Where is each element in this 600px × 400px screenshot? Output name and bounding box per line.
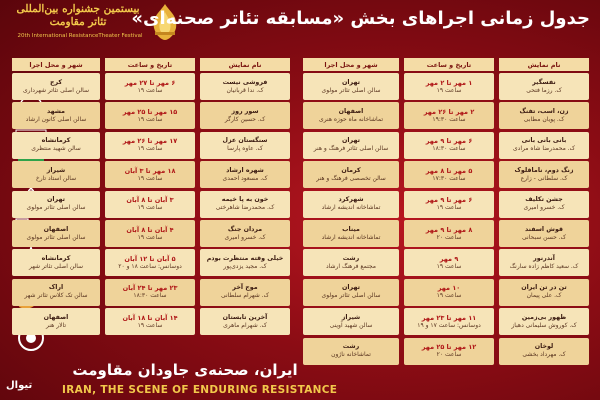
show-director: ک. مسعود احمدی — [222, 174, 268, 182]
show-venue: مجتمع فرهنگ ارشاد — [326, 262, 376, 270]
left-group-date-cell — [105, 249, 195, 276]
show-venue: سالن شهید منتظری — [31, 145, 81, 153]
left-group-date-cell — [105, 102, 195, 129]
left-group-date-cell — [105, 161, 195, 188]
show-director: ک. شهرام سلطانی — [221, 292, 270, 300]
show-venue: سالن تخصصی فرهنگ و هنر — [316, 174, 386, 182]
show-venue: تماشاخانه اندیشه ارشاد — [321, 233, 381, 241]
right-group-date-cell — [404, 249, 494, 276]
right-group-city-cell — [303, 73, 399, 100]
left-group-date-cell — [105, 132, 195, 159]
left-group-city-cell — [12, 73, 100, 100]
show-time: ساعت ۲۰ — [436, 233, 462, 241]
right-group-date-cell — [404, 161, 494, 188]
show-venue: سالن استاد تارخ — [35, 174, 77, 182]
show-venue: سالن اصلی تئاتر مولوی — [26, 204, 86, 212]
left-group-city-cell — [12, 220, 100, 247]
show-director: ک. سعید کاظم زاده سارنگ — [509, 262, 579, 270]
show-director: ک. محمدرضا شاهرختی — [215, 204, 275, 212]
show-time: ساعت ۱۸:۳۰ — [133, 292, 167, 300]
show-director: ک. حسین کارگر — [224, 115, 266, 123]
right-group-city-cell — [303, 220, 399, 247]
show-time: ساعت ۱۹ — [436, 86, 462, 94]
show-time: ساعت ۱۹ — [137, 145, 163, 153]
show-director: ک. محمدرضا شاه مرادی — [512, 145, 576, 153]
slogan-english: IRAN, THE SCENE OF ENDURING RESISTANCE — [62, 384, 338, 396]
right-col-city-header: شهر و محل اجرا — [303, 58, 399, 71]
festival-title: بیستمین جشنواره بین‌المللی تئاتر مقاومت — [16, 3, 140, 28]
show-date: ۱۱ مهر تا ۲۳ مهر — [421, 313, 477, 322]
left-group-date-cell — [105, 308, 195, 335]
show-venue: تالار هنر — [46, 321, 67, 329]
show-city: رشت — [342, 254, 360, 262]
right-group-date-cell — [404, 132, 494, 159]
left-group-city-cell — [12, 279, 100, 306]
left-col-city-header: شهر و محل اجرا — [12, 58, 100, 71]
show-city: تهران — [47, 196, 65, 204]
show-title: فروشی نیست — [222, 78, 268, 86]
show-date: ۵ آبان تا ۱۲ آبان — [124, 254, 176, 263]
show-time: ساعت ۱۹ — [137, 233, 163, 241]
show-title: آخرین تابستان — [222, 313, 268, 321]
show-time: ساعت ۲۰ — [436, 351, 462, 359]
show-date: ۸ مهر تا ۹ مهر — [425, 225, 473, 234]
right-group-date-cell — [404, 308, 494, 335]
show-title: خون به پا خیمه — [221, 196, 269, 204]
show-city: شیراز — [46, 166, 66, 174]
right-group-city-cell — [303, 279, 399, 306]
show-venue: سالن اصلی تئاتر فرهنگ و هنر — [313, 145, 389, 153]
show-time: ساعت ۱۹ — [436, 204, 462, 212]
right-group-name-cell — [499, 102, 589, 129]
show-venue: سالن اصلی تئاتر مولوی — [321, 86, 381, 94]
left-group-name-cell — [200, 73, 290, 100]
show-date: ۶ مهر تا ۹ مهر — [425, 196, 473, 205]
show-city: میناب — [342, 225, 360, 233]
show-title: موج آخر — [232, 284, 258, 292]
left-group-name-cell — [200, 220, 290, 247]
show-date: ۱۵ مهر تا ۲۵ مهر — [122, 107, 178, 116]
show-title: سنگستان عزل — [222, 137, 268, 145]
show-time: دوسانس: ساعت ۱۷ و ۱۹ — [417, 321, 481, 329]
right-group-city-cell — [303, 132, 399, 159]
left-col-name-header: نام نمایش — [200, 58, 290, 71]
show-time: ساعت ۱۹ — [137, 174, 163, 182]
show-venue: تماشاخانه اندیشه ارشاد — [321, 204, 381, 212]
show-time: ساعت ۱۹ — [137, 86, 163, 94]
left-group-date-cell — [105, 73, 195, 100]
show-title: قوش اسفند — [524, 225, 564, 233]
show-director: ک. ندا قربانیان — [226, 86, 264, 94]
left-group-city-cell — [12, 308, 100, 335]
show-date: ۱۴ آبان تا ۱۸ آبان — [122, 313, 178, 322]
show-title: بانی بانی بانی — [521, 137, 567, 145]
show-city: کرمان — [341, 166, 361, 174]
show-date: ۱۲ مهر تا ۲۵ مهر — [421, 343, 477, 352]
show-date: ۲۳ مهر تا ۲۴ آبان — [122, 284, 178, 293]
show-title: سور روز — [231, 107, 259, 115]
left-group-city-cell — [12, 132, 100, 159]
show-director: ک. پویان مطابی — [523, 115, 565, 123]
show-director: ک. رزما فتحی — [526, 86, 562, 94]
show-time: ساعت ۱۷:۳۰ — [432, 174, 466, 182]
show-date: ۱۷ مهر تا ۲۶ مهر — [122, 137, 178, 146]
show-date: ۱۸ مهر تا ۳ آبان — [124, 166, 176, 175]
right-group-name-cell — [499, 279, 589, 306]
left-group-name-cell — [200, 161, 290, 188]
show-title: زنگ دوم، ناماقلوک — [514, 166, 574, 174]
show-title: ظهور بی‌زمین — [521, 313, 567, 321]
show-date: ۱ مهر تا ۲ مهر — [425, 78, 473, 87]
show-city: اراک — [48, 284, 64, 292]
show-date: ۶ مهر تا ۲۷ مهر — [124, 78, 176, 87]
tiwall-watermark: تیوال — [6, 380, 33, 391]
show-venue: تماشاخانه ناژون — [331, 351, 371, 359]
left-group-city-cell — [12, 161, 100, 188]
show-title: تن در تن ایران — [521, 284, 567, 292]
right-group-name-cell — [499, 220, 589, 247]
show-title: خیلی وقته منتظرت بودم — [206, 254, 284, 262]
show-title: نفسگیر — [532, 78, 556, 86]
right-group-city-cell — [303, 249, 399, 276]
show-city: تهران — [342, 137, 360, 145]
show-venue: سالن اصلی کانون ارشاد — [25, 115, 87, 123]
page-title: جدول زمانی اجراهای بخش «مسابقه تئاتر صحنه‌ای» — [131, 8, 590, 29]
show-time: ساعت ۱۹ — [436, 262, 462, 270]
left-group-city-cell — [12, 249, 100, 276]
left-group-name-cell — [200, 132, 290, 159]
right-group-date-cell — [404, 338, 494, 365]
right-group-city-cell — [303, 102, 399, 129]
show-city: رشت — [342, 343, 360, 351]
left-col-date-header: تاریخ و ساعت — [105, 58, 195, 71]
show-director: ک. حسن سبحانی — [522, 233, 566, 241]
show-city: کرج — [49, 78, 63, 86]
right-group-date-cell — [404, 191, 494, 218]
show-date: ۵ مهر تا ۸ مهر — [425, 166, 473, 175]
right-group-name-cell — [499, 191, 589, 218]
show-city: اصفهان — [43, 313, 69, 321]
right-col-name-header: نام نمایش — [499, 58, 589, 71]
show-time: ساعت ۱۹:۳۰ — [432, 115, 466, 123]
show-director: ک. خسرو امیری — [224, 233, 266, 241]
show-director: ک. عاوه پارسا — [227, 145, 263, 153]
show-venue: سالن اصلی تئاتر شهرداری — [22, 86, 90, 94]
show-time: ساعت ۱۹ — [137, 204, 163, 212]
show-city: کرمانشاه — [41, 254, 71, 262]
slogan-persian: ایران، صحنه‌ی جاودان مقاومت — [72, 361, 298, 379]
left-group-name-cell — [200, 191, 290, 218]
right-group-date-cell — [404, 73, 494, 100]
show-date: ۶ مهر تا ۹ مهر — [425, 137, 473, 146]
show-title: جشن تکلیف — [525, 196, 563, 204]
left-group-name-cell — [200, 249, 290, 276]
show-city: شهرکرد — [338, 196, 364, 204]
show-director: ک. کوروش سلیمانی دهباز — [511, 321, 577, 329]
show-title: شهره ارشاد — [226, 166, 264, 174]
right-group-name-cell — [499, 249, 589, 276]
festival-subtitle: 20th International ResistanceTheater Festival — [17, 33, 143, 39]
right-group-date-cell — [404, 102, 494, 129]
show-director: ک. مجید یزدی‌پور — [223, 262, 267, 270]
show-director: ک. علی پیمان — [526, 292, 562, 300]
show-venue: سالن اصلی تئاتر شهر — [28, 262, 84, 270]
show-director: ک. مهرداد بخشی — [522, 351, 566, 359]
show-time: ساعت ۱۹ — [137, 321, 163, 329]
right-group-date-cell — [404, 220, 494, 247]
show-director: ک. سلطانی - زارع — [520, 174, 568, 182]
show-title: مردان جنگ — [227, 225, 263, 233]
left-group-city-cell — [12, 102, 100, 129]
show-city: مشهد — [46, 107, 66, 115]
right-group-name-cell — [499, 308, 589, 335]
show-city: تهران — [342, 78, 360, 86]
show-date: ۴ آبان تا ۸ آبان — [126, 225, 174, 234]
left-group-date-cell — [105, 279, 195, 306]
right-group-name-cell — [499, 338, 589, 365]
show-venue: تماشاخانه ماه حوزه هنری — [319, 115, 383, 123]
show-time: ساعت ۱۹ — [436, 292, 462, 300]
show-date: ۲ مهر تا ۲۶ مهر — [423, 107, 475, 116]
show-venue: سالن اصلی تئاتر مولوی — [321, 292, 381, 300]
right-group-date-cell — [404, 279, 494, 306]
right-group-name-cell — [499, 73, 589, 100]
show-city: اصفهان — [338, 107, 364, 115]
show-date: ۳ آبان تا ۸ آبان — [126, 196, 174, 205]
show-time: ساعت ۱۹ — [137, 115, 163, 123]
show-title: آندرنور — [533, 254, 555, 262]
right-group-name-cell — [499, 132, 589, 159]
left-group-name-cell — [200, 279, 290, 306]
show-city: تهران — [342, 284, 360, 292]
show-director: ک. شهرام ماهری — [223, 321, 267, 329]
right-col-date-header: تاریخ و ساعت — [404, 58, 494, 71]
show-time: دوسانس: ساعت ۱۸ و ۲۰ — [118, 262, 182, 270]
show-venue: سالن تک کلاس تئاتر شهر — [24, 292, 88, 300]
left-group-date-cell — [105, 191, 195, 218]
show-director: ک. خسرو امیری — [523, 204, 565, 212]
show-date: ۱۰ مهر — [437, 284, 461, 293]
right-group-name-cell — [499, 161, 589, 188]
right-group-city-cell — [303, 308, 399, 335]
show-venue: سالن اصلی تئاتر مولوی — [26, 233, 86, 241]
show-time: ساعت ۱۸:۳۰ — [432, 145, 466, 153]
left-group-name-cell — [200, 102, 290, 129]
left-group-date-cell — [105, 220, 195, 247]
show-city: اصفهان — [43, 225, 69, 233]
show-date: ۹ مهر — [439, 254, 459, 263]
show-venue: سالن شهید آوینی — [329, 321, 373, 329]
right-group-city-cell — [303, 161, 399, 188]
show-title: زن، اسب، تفنگ — [519, 107, 569, 115]
show-city: شیراز — [341, 313, 361, 321]
right-group-city-cell — [303, 338, 399, 365]
show-title: لوخان — [534, 343, 554, 351]
left-group-city-cell — [12, 191, 100, 218]
right-group-city-cell — [303, 191, 399, 218]
show-city: کرمانشاه — [41, 137, 71, 145]
left-group-name-cell — [200, 308, 290, 335]
